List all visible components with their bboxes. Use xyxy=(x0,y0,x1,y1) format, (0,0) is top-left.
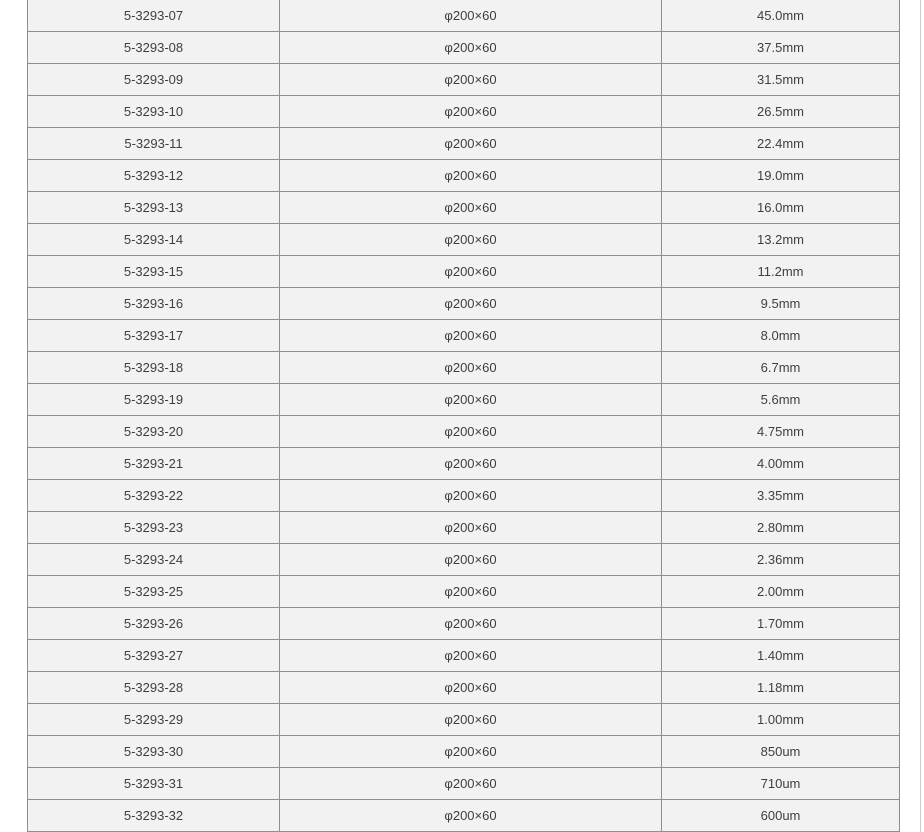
catalog-number-cell: 5-3293-17 xyxy=(28,320,280,352)
opening-size-cell: 850um xyxy=(662,736,900,768)
catalog-number-cell: 5-3293-23 xyxy=(28,512,280,544)
opening-size-cell: 2.00mm xyxy=(662,576,900,608)
catalog-number-cell: 5-3293-15 xyxy=(28,256,280,288)
opening-size-cell: 1.70mm xyxy=(662,608,900,640)
table-row xyxy=(28,0,900,32)
opening-size-cell: 3.35mm xyxy=(662,480,900,512)
catalog-number-cell: 5-3293-21 xyxy=(28,448,280,480)
catalog-number-cell: 5-3293-28 xyxy=(28,672,280,704)
catalog-number-cell: 5-3293-11 xyxy=(28,128,280,160)
table-row xyxy=(28,768,900,800)
product-spec-table xyxy=(27,0,900,832)
opening-size-cell: 19.0mm xyxy=(662,160,900,192)
table-row xyxy=(28,32,900,64)
catalog-number-cell: 5-3293-12 xyxy=(28,160,280,192)
opening-size-cell: 11.2mm xyxy=(662,256,900,288)
catalog-number-cell: 5-3293-08 xyxy=(28,32,280,64)
opening-size-cell: 600um xyxy=(662,800,900,832)
catalog-number-cell: 5-3293-31 xyxy=(28,768,280,800)
table-row xyxy=(28,704,900,736)
frame-size-cell: φ200×60 xyxy=(280,768,662,800)
opening-size-cell: 45.0mm xyxy=(662,0,900,32)
catalog-number-cell: 5-3293-27 xyxy=(28,640,280,672)
opening-size-cell: 6.7mm xyxy=(662,352,900,384)
catalog-number-cell: 5-3293-10 xyxy=(28,96,280,128)
table-row xyxy=(28,256,900,288)
table-row xyxy=(28,736,900,768)
catalog-number-cell: 5-3293-14 xyxy=(28,224,280,256)
catalog-number-cell: 5-3293-22 xyxy=(28,480,280,512)
frame-size-cell: φ200×60 xyxy=(280,416,662,448)
frame-size-cell: φ200×60 xyxy=(280,576,662,608)
table-row xyxy=(28,352,900,384)
table-row xyxy=(28,672,900,704)
frame-size-cell: φ200×60 xyxy=(280,320,662,352)
frame-size-cell: φ200×60 xyxy=(280,256,662,288)
table-row xyxy=(28,416,900,448)
frame-size-cell: φ200×60 xyxy=(280,192,662,224)
table-row xyxy=(28,480,900,512)
table-row xyxy=(28,192,900,224)
opening-size-cell: 1.18mm xyxy=(662,672,900,704)
frame-size-cell: φ200×60 xyxy=(280,96,662,128)
opening-size-cell: 8.0mm xyxy=(662,320,900,352)
frame-size-cell: φ200×60 xyxy=(280,160,662,192)
table-row xyxy=(28,544,900,576)
frame-size-cell: φ200×60 xyxy=(280,384,662,416)
catalog-number-cell: 5-3293-30 xyxy=(28,736,280,768)
frame-size-cell: φ200×60 xyxy=(280,480,662,512)
frame-size-cell: φ200×60 xyxy=(280,512,662,544)
opening-size-cell: 2.36mm xyxy=(662,544,900,576)
catalog-number-cell: 5-3293-16 xyxy=(28,288,280,320)
table-row xyxy=(28,640,900,672)
frame-size-cell: φ200×60 xyxy=(280,672,662,704)
content-right-edge-divider xyxy=(920,0,921,832)
opening-size-cell: 9.5mm xyxy=(662,288,900,320)
table-row xyxy=(28,512,900,544)
catalog-number-cell: 5-3293-19 xyxy=(28,384,280,416)
table-row xyxy=(28,448,900,480)
table-row xyxy=(28,576,900,608)
frame-size-cell: φ200×60 xyxy=(280,32,662,64)
frame-size-cell: φ200×60 xyxy=(280,448,662,480)
opening-size-cell: 2.80mm xyxy=(662,512,900,544)
frame-size-cell: φ200×60 xyxy=(280,608,662,640)
catalog-number-cell: 5-3293-20 xyxy=(28,416,280,448)
opening-size-cell: 710um xyxy=(662,768,900,800)
opening-size-cell: 5.6mm xyxy=(662,384,900,416)
frame-size-cell: φ200×60 xyxy=(280,736,662,768)
frame-size-cell: φ200×60 xyxy=(280,64,662,96)
table-row xyxy=(28,800,900,832)
catalog-number-cell: 5-3293-32 xyxy=(28,800,280,832)
catalog-number-cell: 5-3293-24 xyxy=(28,544,280,576)
opening-size-cell: 4.00mm xyxy=(662,448,900,480)
frame-size-cell: φ200×60 xyxy=(280,288,662,320)
opening-size-cell: 4.75mm xyxy=(662,416,900,448)
table-body xyxy=(28,0,900,832)
frame-size-cell: φ200×60 xyxy=(280,544,662,576)
opening-size-cell: 13.2mm xyxy=(662,224,900,256)
frame-size-cell: φ200×60 xyxy=(280,800,662,832)
opening-size-cell: 16.0mm xyxy=(662,192,900,224)
frame-size-cell: φ200×60 xyxy=(280,640,662,672)
table-row xyxy=(28,608,900,640)
table-row xyxy=(28,160,900,192)
catalog-number-cell: 5-3293-29 xyxy=(28,704,280,736)
table-row xyxy=(28,384,900,416)
frame-size-cell: φ200×60 xyxy=(280,352,662,384)
catalog-number-cell: 5-3293-09 xyxy=(28,64,280,96)
opening-size-cell: 37.5mm xyxy=(662,32,900,64)
catalog-number-cell: 5-3293-26 xyxy=(28,608,280,640)
catalog-number-cell: 5-3293-25 xyxy=(28,576,280,608)
table-row xyxy=(28,288,900,320)
opening-size-cell: 26.5mm xyxy=(662,96,900,128)
frame-size-cell: φ200×60 xyxy=(280,0,662,32)
catalog-number-cell: 5-3293-13 xyxy=(28,192,280,224)
opening-size-cell: 1.40mm xyxy=(662,640,900,672)
frame-size-cell: φ200×60 xyxy=(280,224,662,256)
opening-size-cell: 22.4mm xyxy=(662,128,900,160)
table-row xyxy=(28,64,900,96)
table-row xyxy=(28,128,900,160)
table-row xyxy=(28,320,900,352)
table-row xyxy=(28,224,900,256)
opening-size-cell: 1.00mm xyxy=(662,704,900,736)
frame-size-cell: φ200×60 xyxy=(280,128,662,160)
catalog-number-cell: 5-3293-07 xyxy=(28,0,280,32)
opening-size-cell: 31.5mm xyxy=(662,64,900,96)
frame-size-cell: φ200×60 xyxy=(280,704,662,736)
catalog-number-cell: 5-3293-18 xyxy=(28,352,280,384)
table-row xyxy=(28,96,900,128)
